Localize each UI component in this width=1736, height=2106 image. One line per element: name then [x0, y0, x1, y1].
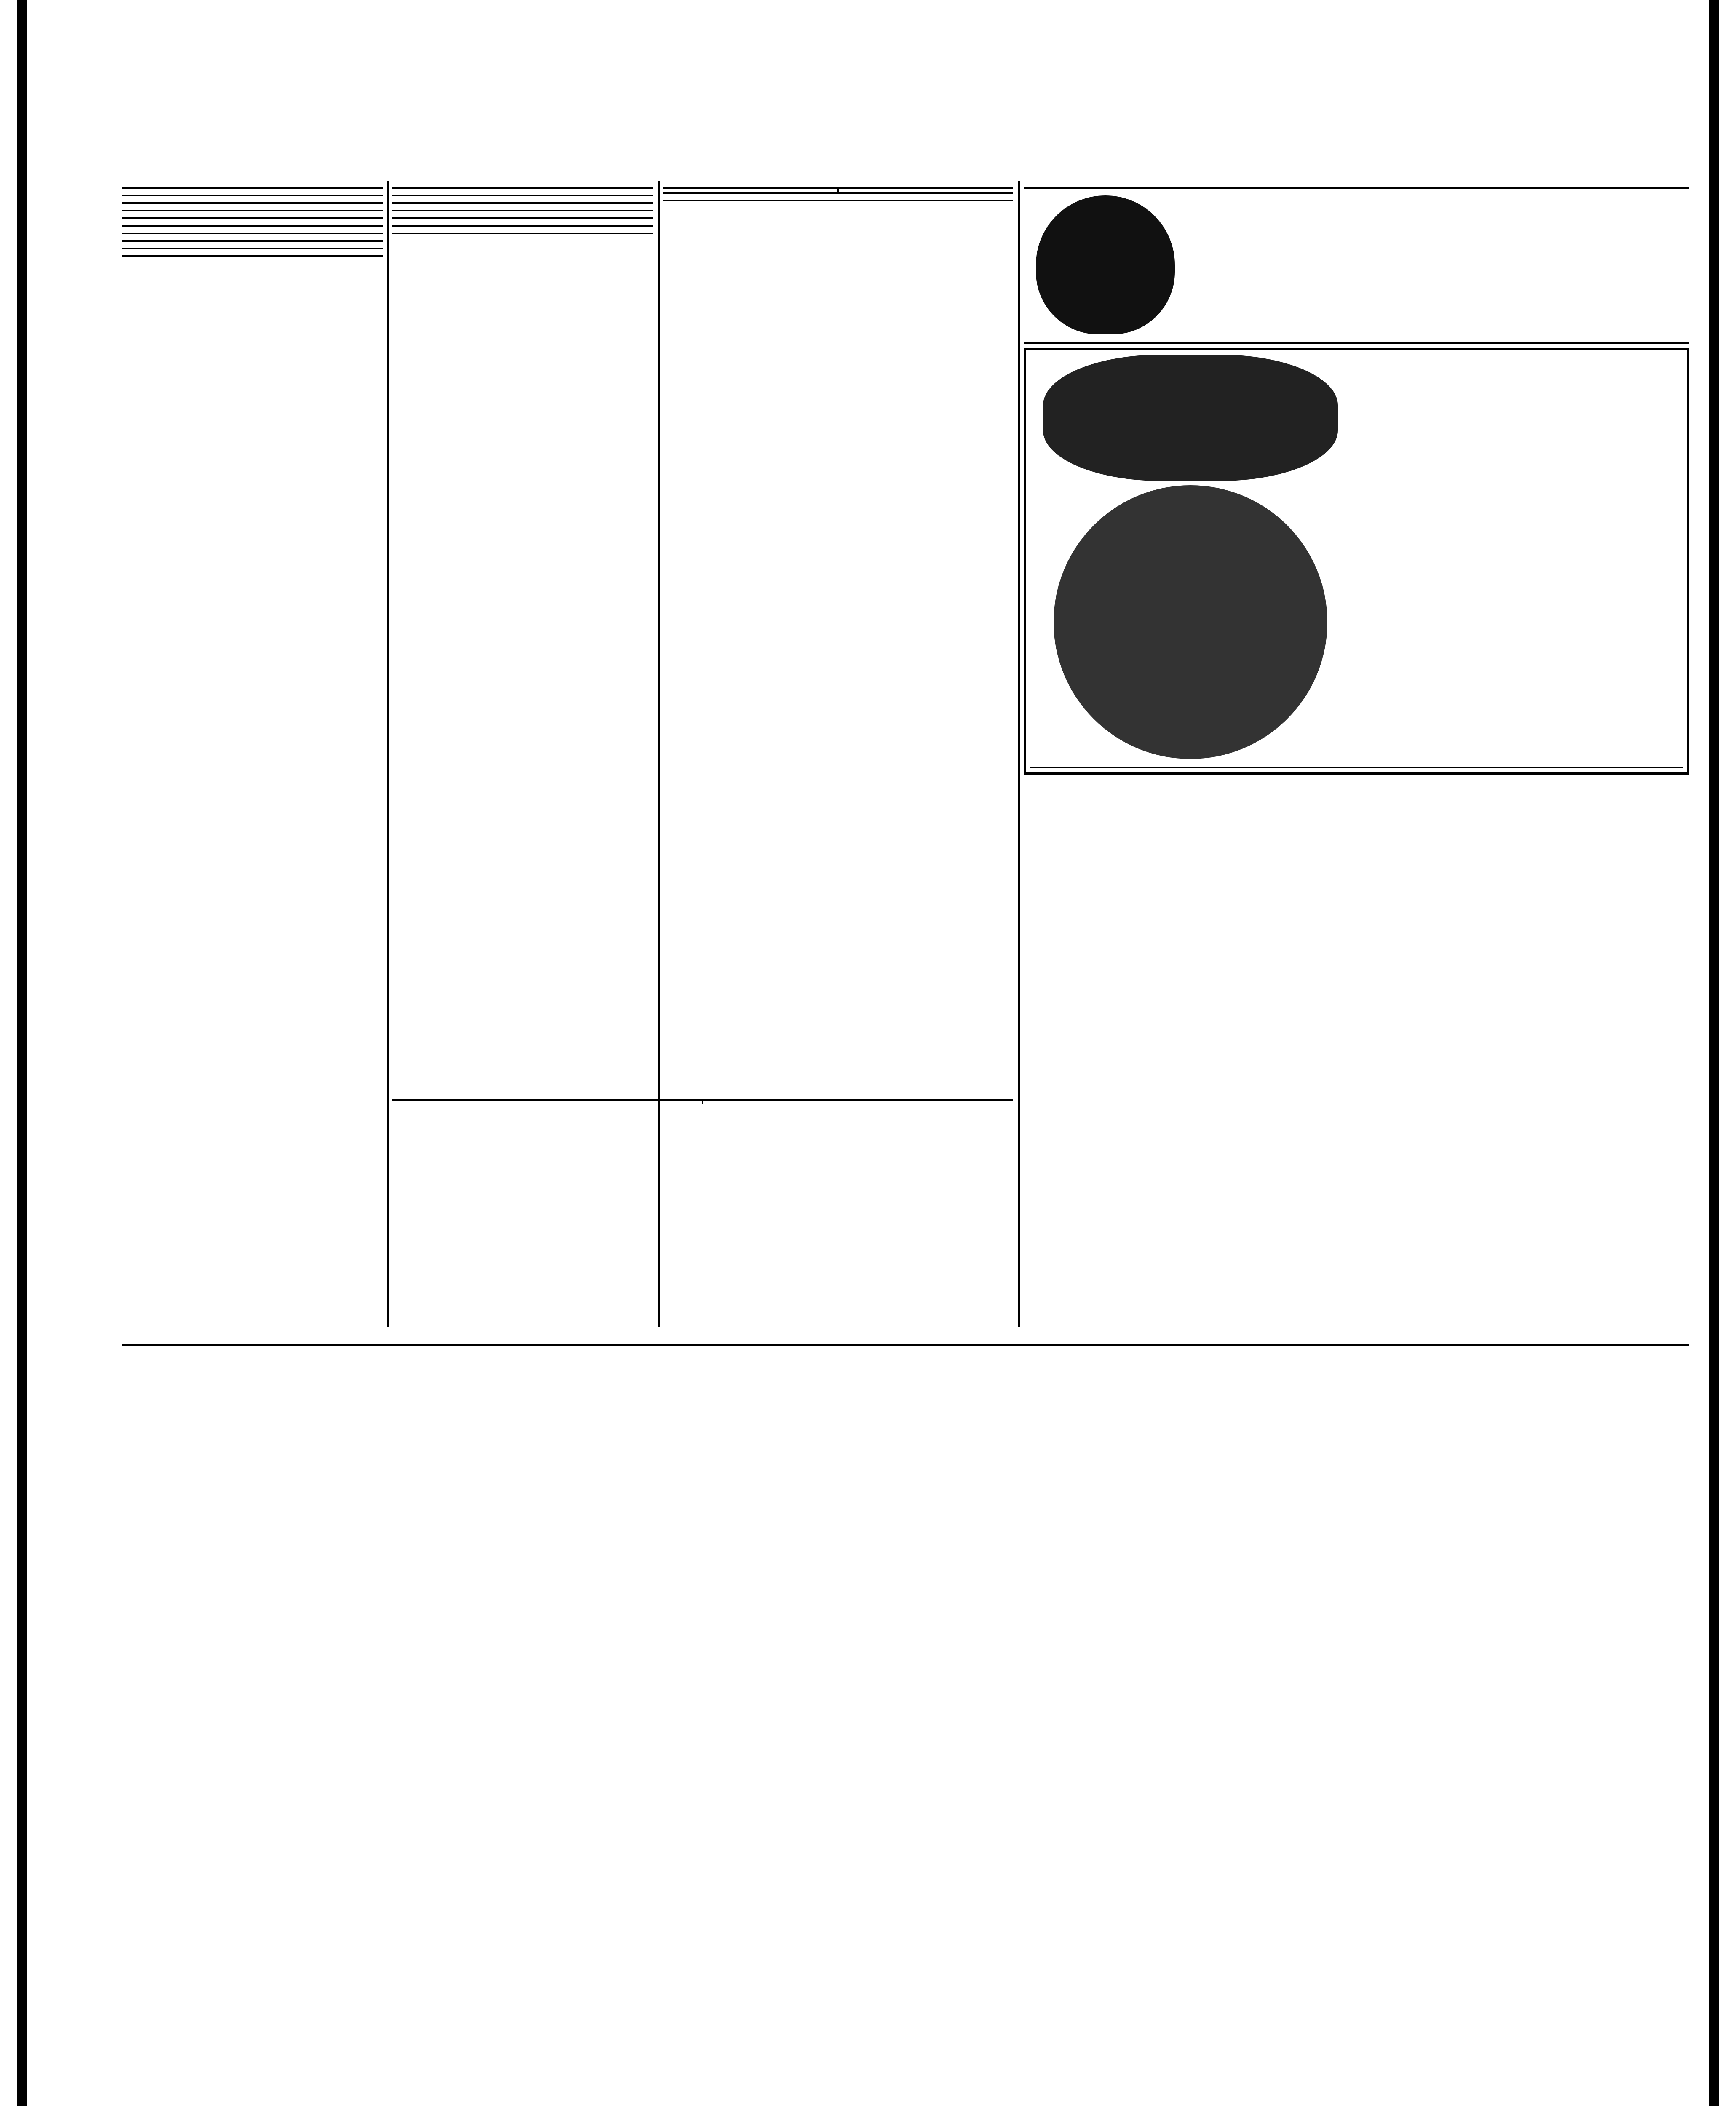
- ads-column-3: [663, 181, 1013, 201]
- classified-ad: [122, 227, 383, 234]
- classified-ad: [392, 189, 653, 196]
- ad-stenice: [1024, 189, 1689, 344]
- ad-inkasista: [839, 189, 1013, 192]
- column-divider: [1018, 181, 1020, 1327]
- classified-ad: [122, 242, 383, 249]
- ad-stuart-cream-visual: [1030, 355, 1351, 763]
- column-divider: [387, 181, 389, 1327]
- classified-ad: [122, 204, 383, 211]
- ad-cukr: [392, 1101, 703, 1104]
- ad-rukojet: [663, 189, 839, 192]
- eagle-emblem-icon: [1043, 355, 1338, 481]
- ad-stenice-text: [1194, 191, 1688, 339]
- ad-zmena: [663, 181, 1013, 189]
- classified-ad: [122, 219, 383, 227]
- ad-stuart-cream-text: [1359, 355, 1683, 763]
- ad-stuart-cream: [1024, 348, 1689, 775]
- classified-ad: [122, 196, 383, 204]
- ad-krasa-bottom: [1030, 767, 1683, 768]
- ads-column-4: [1024, 181, 1689, 775]
- classified-ad: [122, 249, 383, 257]
- classified-ad: [392, 196, 653, 204]
- classified-ad: [392, 204, 653, 211]
- classified-ad: [392, 219, 653, 227]
- classified-ad: [122, 181, 383, 189]
- ad-mouka: [703, 1101, 1014, 1104]
- bedbug-illustration: [1025, 191, 1185, 339]
- ad-corset: [663, 194, 1013, 201]
- advertisement-section: [122, 181, 1689, 1348]
- classified-ad: [392, 181, 653, 189]
- imprint: [122, 1344, 1689, 1350]
- classified-ad: [122, 189, 383, 196]
- ad-hersch: [1024, 181, 1689, 189]
- bedbug-icon: [1036, 195, 1175, 334]
- ad-row: [663, 189, 1013, 194]
- ad-cukr-mouka: [392, 1099, 1013, 1104]
- classified-ad: [392, 211, 653, 219]
- ad-stuart-cream-top: [1030, 355, 1683, 763]
- ads-column-1: [122, 181, 383, 257]
- column-divider: [658, 181, 660, 1327]
- woman-portrait-icon: [1054, 485, 1327, 759]
- classified-ad: [392, 227, 653, 234]
- ads-column-2: [392, 181, 653, 234]
- classified-ad: [122, 211, 383, 219]
- classified-ad: [122, 234, 383, 242]
